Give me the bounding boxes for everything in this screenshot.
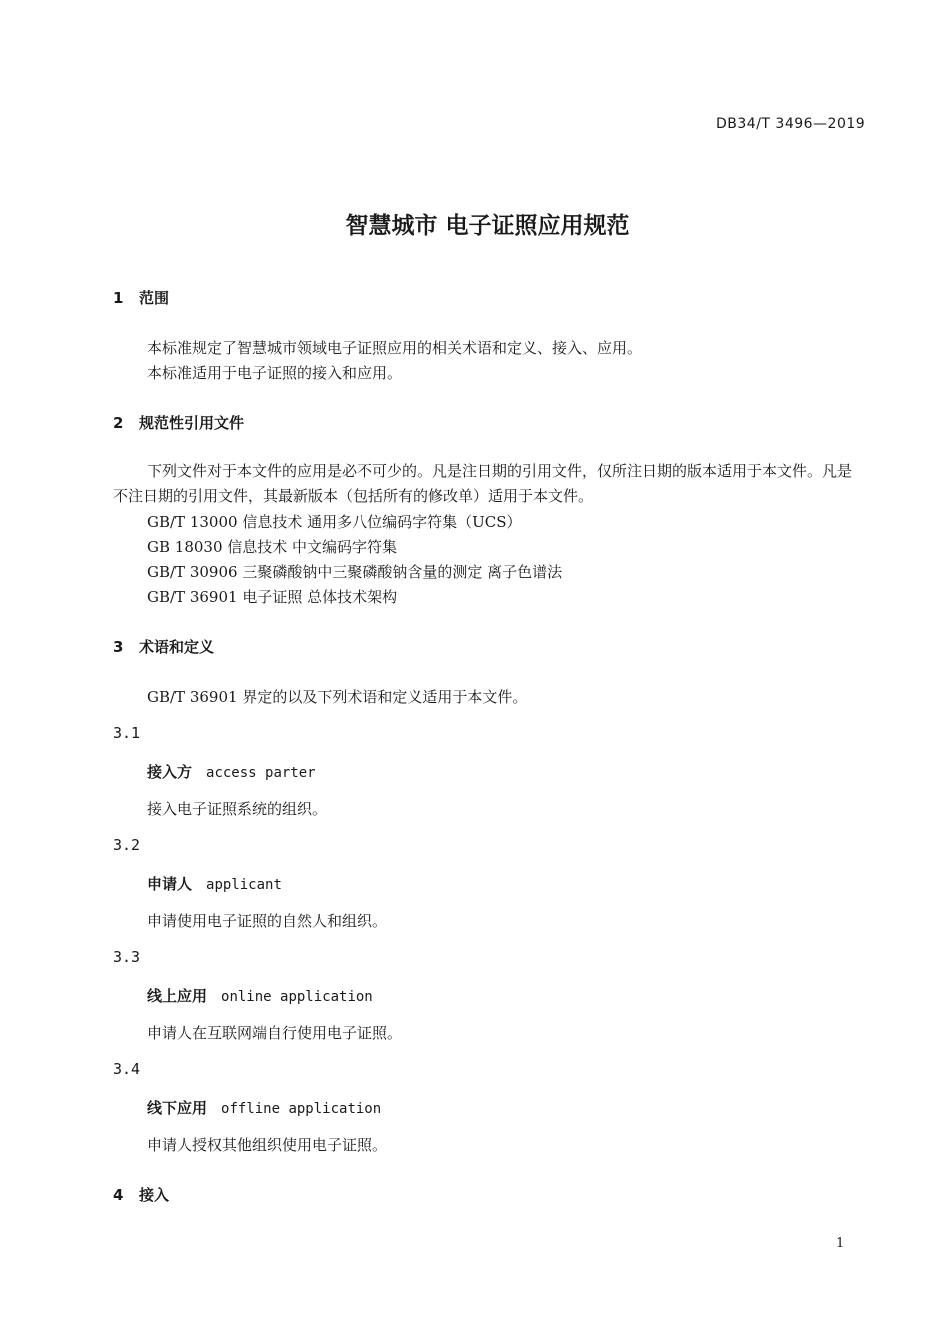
section-1-heading — [113, 287, 169, 308]
term-chinese: 接入方 — [147, 763, 193, 781]
term-english: online application — [221, 989, 373, 1005]
section-number: 3 — [113, 638, 124, 656]
term-definition: 申请人在互联网端自行使用电子证照。 — [147, 1024, 403, 1042]
section-2-heading — [113, 412, 244, 433]
section-title: 规范性引用文件 — [139, 414, 245, 432]
reference-item: GB/T 13000 信息技术 通用多八位编码字符集（UCS） — [147, 513, 522, 531]
term-definition: 申请人授权其他组织使用电子证照。 — [147, 1136, 388, 1154]
section-4-heading — [113, 1184, 169, 1205]
page-title: 智慧城市 电子证照应用规范 — [345, 213, 630, 239]
scope-paragraph-2: 本标准适用于电子证照的接入和应用。 — [147, 364, 403, 382]
section-3-heading — [113, 636, 214, 657]
term-number: 3.1 — [113, 724, 141, 742]
term-definition: 申请使用电子证照的自然人和组织。 — [147, 912, 388, 930]
section-title: 范围 — [139, 289, 170, 307]
term-entry — [147, 985, 373, 1006]
page-number: 1 — [836, 1236, 845, 1251]
scope-paragraph-1: 本标准规定了智慧城市领域电子证照应用的相关术语和定义、接入、应用。 — [147, 339, 643, 357]
section-number: 4 — [113, 1186, 124, 1204]
term-number: 3.2 — [113, 836, 141, 854]
term-entry — [147, 873, 282, 894]
reference-item: GB/T 30906 三聚磷酸钠中三聚磷酸钠含量的测定 离子色谱法 — [147, 563, 563, 581]
term-definition: 接入电子证照系统的组织。 — [147, 800, 328, 818]
term-chinese: 线下应用 — [147, 1099, 208, 1117]
term-english: applicant — [206, 877, 282, 893]
term-entry — [147, 1097, 381, 1118]
term-english: offline application — [221, 1101, 382, 1117]
term-entry — [147, 761, 316, 782]
document-number: DB34/T 3496—2019 — [716, 116, 866, 132]
term-number: 3.3 — [113, 948, 141, 966]
section-number: 2 — [113, 414, 124, 432]
term-chinese: 线上应用 — [147, 987, 208, 1005]
section-title: 术语和定义 — [139, 638, 215, 656]
terms-intro: GB/T 36901 界定的以及下列术语和定义适用于本文件。 — [147, 688, 528, 706]
section-number: 1 — [113, 289, 124, 307]
term-chinese: 申请人 — [147, 875, 193, 893]
references-intro: 下列文件对于本文件的应用是必不可少的。凡是注日期的引用文件，仅所注日期的版本适用于本文件。凡是不注日期的引用文件，其最新版本（包括所有的修改单）适用于本文件。 — [113, 462, 853, 505]
term-number: 3.4 — [113, 1060, 141, 1078]
reference-item: GB 18030 信息技术 中文编码字符集 — [147, 538, 398, 556]
term-english: access parter — [206, 765, 316, 781]
section-title: 接入 — [139, 1186, 170, 1204]
reference-item: GB/T 36901 电子证照 总体技术架构 — [147, 588, 398, 606]
